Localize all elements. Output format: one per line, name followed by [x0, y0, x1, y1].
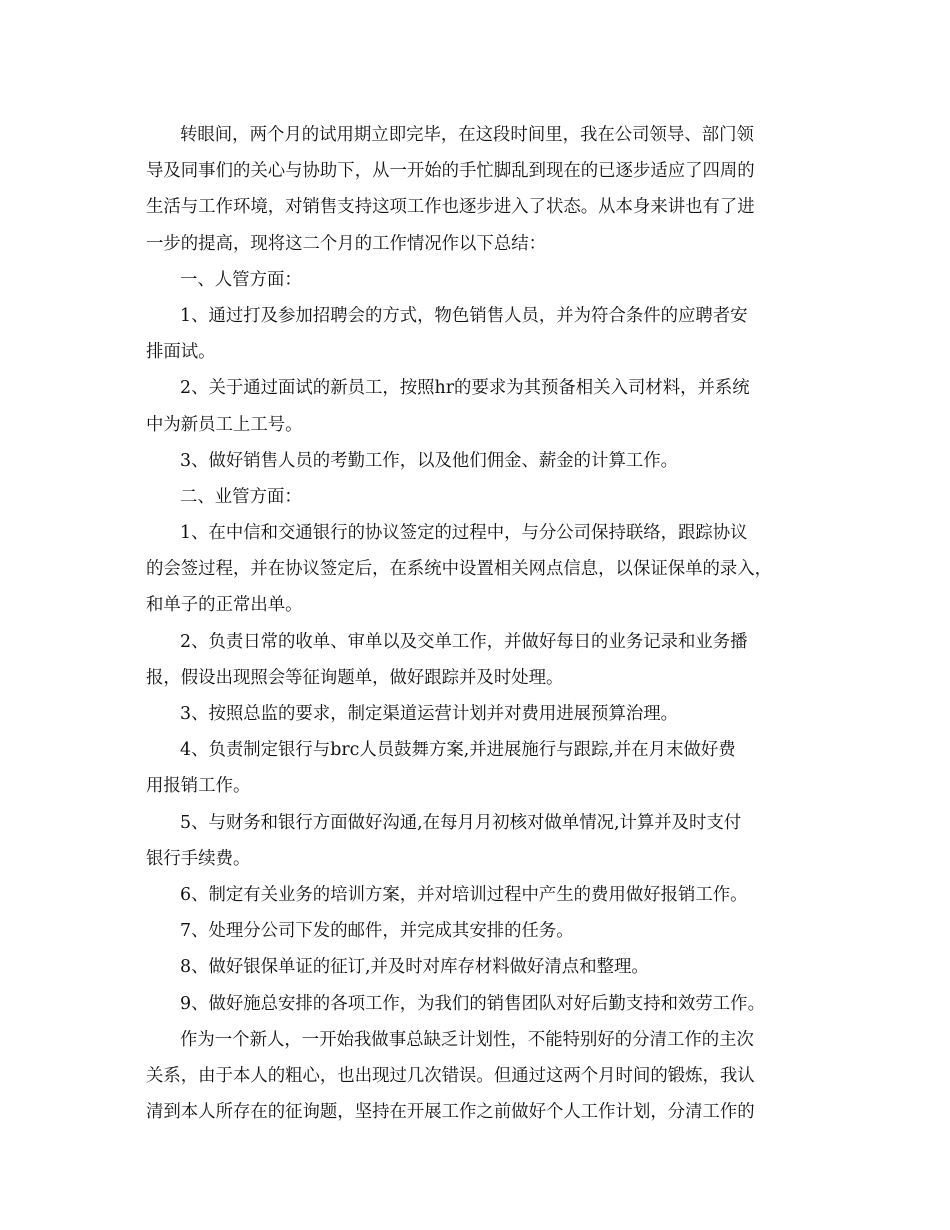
paragraph-line: 1、通过打及参加招聘会的方式，物色销售人员，并为符合条件的应聘者安 — [180, 305, 748, 326]
paragraph-line: 生活与工作环境，对销售支持这项工作也逐步进入了状态。从本身来讲也有了进 — [146, 197, 755, 218]
paragraph-line: 报，假设出现照会等征询题单，做好跟踪并及时处理。 — [146, 667, 564, 688]
paragraph-line: 5、与财务和银行方面做好沟通,在每月月初核对做单情况,计算并及时支付 — [180, 812, 742, 833]
paragraph-line: 3、做好销售人员的考勤工作，以及他们佣金、薪金的计算工作。 — [180, 450, 679, 471]
paragraph-line: 银行手续费。 — [146, 848, 251, 869]
paragraph-line: 4、负责制定银行与brc人员鼓舞方案,并进展施行与跟踪,并在月末做好费 — [180, 740, 736, 761]
paragraph-line: 一步的提高，现将这二个月的工作情况作以下总结： — [146, 233, 546, 254]
paragraph-line: 的会签过程，并在协议签定后，在系统中设置相关网点信息，以保证保单的录入， — [146, 559, 773, 580]
paragraph-line: 6、制定有关业务的培训方案，并对培训过程中产生的费用做好报销工作。 — [180, 884, 748, 905]
paragraph-line: 和单子的正常出单。 — [146, 595, 303, 616]
paragraph-line: 8、做好银保单证的征订,并及时对库存材料做好清点和整理。 — [180, 957, 649, 978]
paragraph-line: 排面试。 — [146, 342, 216, 363]
paragraph-line: 2、关于通过面试的新员工，按照hr的要求为其预备相关入司材料，并系统 — [180, 378, 750, 399]
paragraph-line: 用报销工作。 — [146, 776, 251, 797]
paragraph-line: 作为一个新人，一开始我做事总缺乏计划性，不能特别好的分清工作的主次 — [180, 1029, 754, 1050]
document-body — [146, 117, 806, 1130]
paragraph-line: 导及同事们的关心与协助下，从一开始的手忙脚乱到现在的已逐步适应了四周的 — [146, 161, 755, 182]
paragraph-line: 7、处理分公司下发的邮件，并完成其安排的任务。 — [180, 921, 574, 942]
paragraph-line: 清到本人所存在的征询题，坚持在开展工作之前做好个人工作计划，分清工作的 — [146, 1102, 755, 1123]
paragraph-line: 1、在中信和交通银行的协议签定的过程中，与分公司保持联络，跟踪协议 — [180, 523, 748, 544]
paragraph-line: 中为新员工上工号。 — [146, 414, 303, 435]
paragraph-line: 2、负责日常的收单、审单以及交单工作，并做好每日的业务记录和业务播 — [180, 631, 748, 652]
paragraph-line: 转眼间，两个月的试用期立即完毕，在这段时间里，我在公司领导、部门领 — [180, 125, 754, 145]
paragraph-line: 9、做好施总安排的各项工作，为我们的销售团队对好后勤支持和效劳工作。 — [180, 993, 765, 1014]
section-heading: 二、业管方面： — [180, 486, 302, 507]
section-heading: 一、人管方面： — [180, 269, 302, 290]
paragraph-line: 关系，由于本人的粗心，也出现过几次错误。但通过这两个月时间的锻炼，我认 — [146, 1065, 755, 1086]
paragraph-line: 3、按照总监的要求，制定渠道运营计划并对费用进展预算治理。 — [180, 704, 679, 724]
